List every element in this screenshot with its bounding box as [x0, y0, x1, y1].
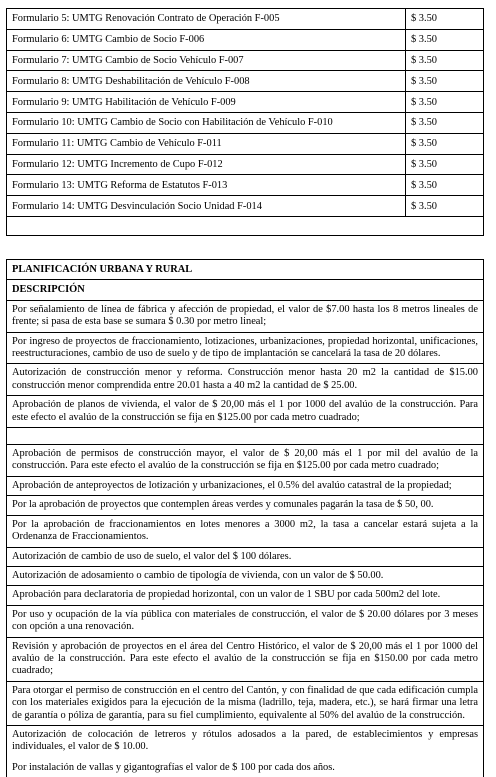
planning-row [7, 300, 484, 332]
planning-row [7, 547, 484, 566]
planning-title-row [7, 260, 484, 280]
planning-row [7, 725, 484, 777]
section-title: PLANIFICACIÓN URBANA Y RURAL [7, 260, 484, 280]
planning-row [7, 332, 484, 364]
planning-item: Autorización de adosamiento o cambio de tipología de vivienda, con un valor de $ 50.00. [7, 566, 484, 585]
planning-item: Revisión y aprobación de proyectos en el área del Centro Histórico, el valor de $ 20,00 más el 1 por 1000 del avalúo de la construcción. Para este efecto el avalúo de la construcción se fija en $150.00 por cada metro cuadrado; [7, 637, 484, 681]
planning-row [7, 515, 484, 547]
spacer [12, 754, 478, 762]
fee-row [7, 196, 484, 217]
planning-row [7, 586, 484, 605]
fee-label: Formulario 5: UMTG Renovación Contrato de Operación F-005 [7, 9, 406, 30]
fee-amount: $ 3.50 [406, 29, 484, 50]
fee-label: Formulario 9: UMTG Habilitación de Vehículo F-009 [7, 92, 406, 113]
column-header-description: DESCRIPCIÓN [7, 280, 484, 300]
fee-row-empty [7, 216, 484, 235]
fee-row [7, 175, 484, 196]
planning-table-body [7, 300, 484, 777]
fee-row [7, 9, 484, 30]
planning-item: Por señalamiento de línea de fábrica y afección de propiedad, el valor de $7.00 hasta los 8 metros lineales de frente; si pasa de esta base se sumara $ 0.30 por metro lineal; [7, 300, 484, 332]
planning-item [7, 725, 484, 777]
planning-item: Autorización de construcción menor y reforma. Construcción menor hasta 20 m2 la cantidad de $15.00 construcción menor comprendida entre 20.01 hasta a 40 m2 la cantidad de $ 25.00. [7, 364, 484, 396]
fee-amount: $ 3.50 [406, 133, 484, 154]
planning-row [7, 496, 484, 515]
fee-label: Formulario 14: UMTG Desvinculación Socio Unidad F-014 [7, 196, 406, 217]
fee-label: Formulario 12: UMTG Incremento de Cupo F-012 [7, 154, 406, 175]
fee-amount: $ 3.50 [406, 154, 484, 175]
fee-row [7, 71, 484, 92]
planning-item: Por uso y ocupación de la vía pública con materiales de construcción, el valor de $ 20.00 dólares por 3 meses con opción a una renovación. [7, 605, 484, 637]
planning-header-row [7, 280, 484, 300]
fee-row [7, 133, 484, 154]
fee-label: Formulario 11: UMTG Cambio de Vehículo F-011 [7, 133, 406, 154]
planning-row [7, 637, 484, 681]
fee-row [7, 154, 484, 175]
planning-row [7, 396, 484, 428]
planning-item-text: Por instalación de vallas y gigantografías el valor de $ 100 por cada dos años. [12, 761, 335, 773]
planning-item: Por ingreso de proyectos de fraccionamiento, lotizaciones, urbanizaciones, propiedad horizontal, unificaciones, reestructuraciones, cambio de uso de suelo y de tipo de implantación se cancelará la tasa de 20 dólares. [7, 332, 484, 364]
fee-amount: $ 3.50 [406, 175, 484, 196]
fee-row [7, 29, 484, 50]
fee-row [7, 50, 484, 71]
fees-table [6, 8, 484, 236]
fee-amount: $ 3.50 [406, 50, 484, 71]
planning-row [7, 681, 484, 725]
fee-amount: $ 3.50 [406, 9, 484, 30]
fees-table-body [7, 9, 484, 236]
fee-amount: $ 3.50 [406, 112, 484, 133]
empty-cell [7, 216, 484, 235]
planning-item: Aprobación de planos de vivienda, el valor de $ 20,00 más el 1 por 1000 del avalúo de la construcción. Para este efecto el avalúo de la construcción se fija en $125.00 por cada metro cuadrado; [7, 396, 484, 428]
planning-item: Aprobación para declaratoria de propiedad horizontal, con un valor de 1 SBU por cada 500m2 del lote. [7, 586, 484, 605]
fee-label: Formulario 10: UMTG Cambio de Socio con Habilitación de Vehículo F-010 [7, 112, 406, 133]
planning-item: Para otorgar el permiso de construcción en el centro del Cantón, y con finalidad de que cada edificación cumpla con los materiales exigidos para la ejecución de la misma (ladrillo, teja, madera, etc.), se hará firmar una letra de garantía o póliza de garantía, para su fiel cumplimiento, equivalente al 50% del avalúo de la construcción. [7, 681, 484, 725]
planning-row [7, 364, 484, 396]
planning-table [6, 259, 484, 777]
planning-item: Por la aprobación de proyectos que contemplen áreas verdes y comunales pagarán la tasa de $ 50, 00. [7, 496, 484, 515]
empty-cell [7, 428, 484, 445]
planning-row [7, 566, 484, 585]
fee-label: Formulario 7: UMTG Cambio de Socio Vehículo F-007 [7, 50, 406, 71]
fee-amount: $ 3.50 [406, 71, 484, 92]
fee-amount: $ 3.50 [406, 196, 484, 217]
planning-row [7, 445, 484, 477]
fee-label: Formulario 8: UMTG Deshabilitación de Vehículo F-008 [7, 71, 406, 92]
planning-item: Aprobación de anteproyectos de lotización y urbanizaciones, el 0.5% del avalúo catastral de la propiedad; [7, 476, 484, 495]
planning-row [7, 605, 484, 637]
planning-item: Aprobación de permisos de construcción mayor, el valor de $ 20,00 más el 1 por mil del avalúo de la construcción. Para este efecto el avalúo de la construcción se fija en $125.00 por cada metro cuadrado; [7, 445, 484, 477]
fee-label: Formulario 6: UMTG Cambio de Socio F-006 [7, 29, 406, 50]
fee-row [7, 112, 484, 133]
planning-item: Por la aprobación de fraccionamientos en lotes menores a 3000 m2, la tasa a cancelar estará sujeta a la Ordenanza de Fraccionamientos. [7, 515, 484, 547]
fee-label: Formulario 13: UMTG Reforma de Estatutos F-013 [7, 175, 406, 196]
fee-row [7, 92, 484, 113]
planning-row-empty [7, 428, 484, 445]
planning-row [7, 476, 484, 495]
planning-item-text: Autorización de colocación de letreros y rótulos adosados a la pared, de establecimientos y empresas individuales, el valor de $ 10.00. [12, 728, 478, 753]
fee-amount: $ 3.50 [406, 92, 484, 113]
planning-item: Autorización de cambio de uso de suelo, el valor del $ 100 dólares. [7, 547, 484, 566]
